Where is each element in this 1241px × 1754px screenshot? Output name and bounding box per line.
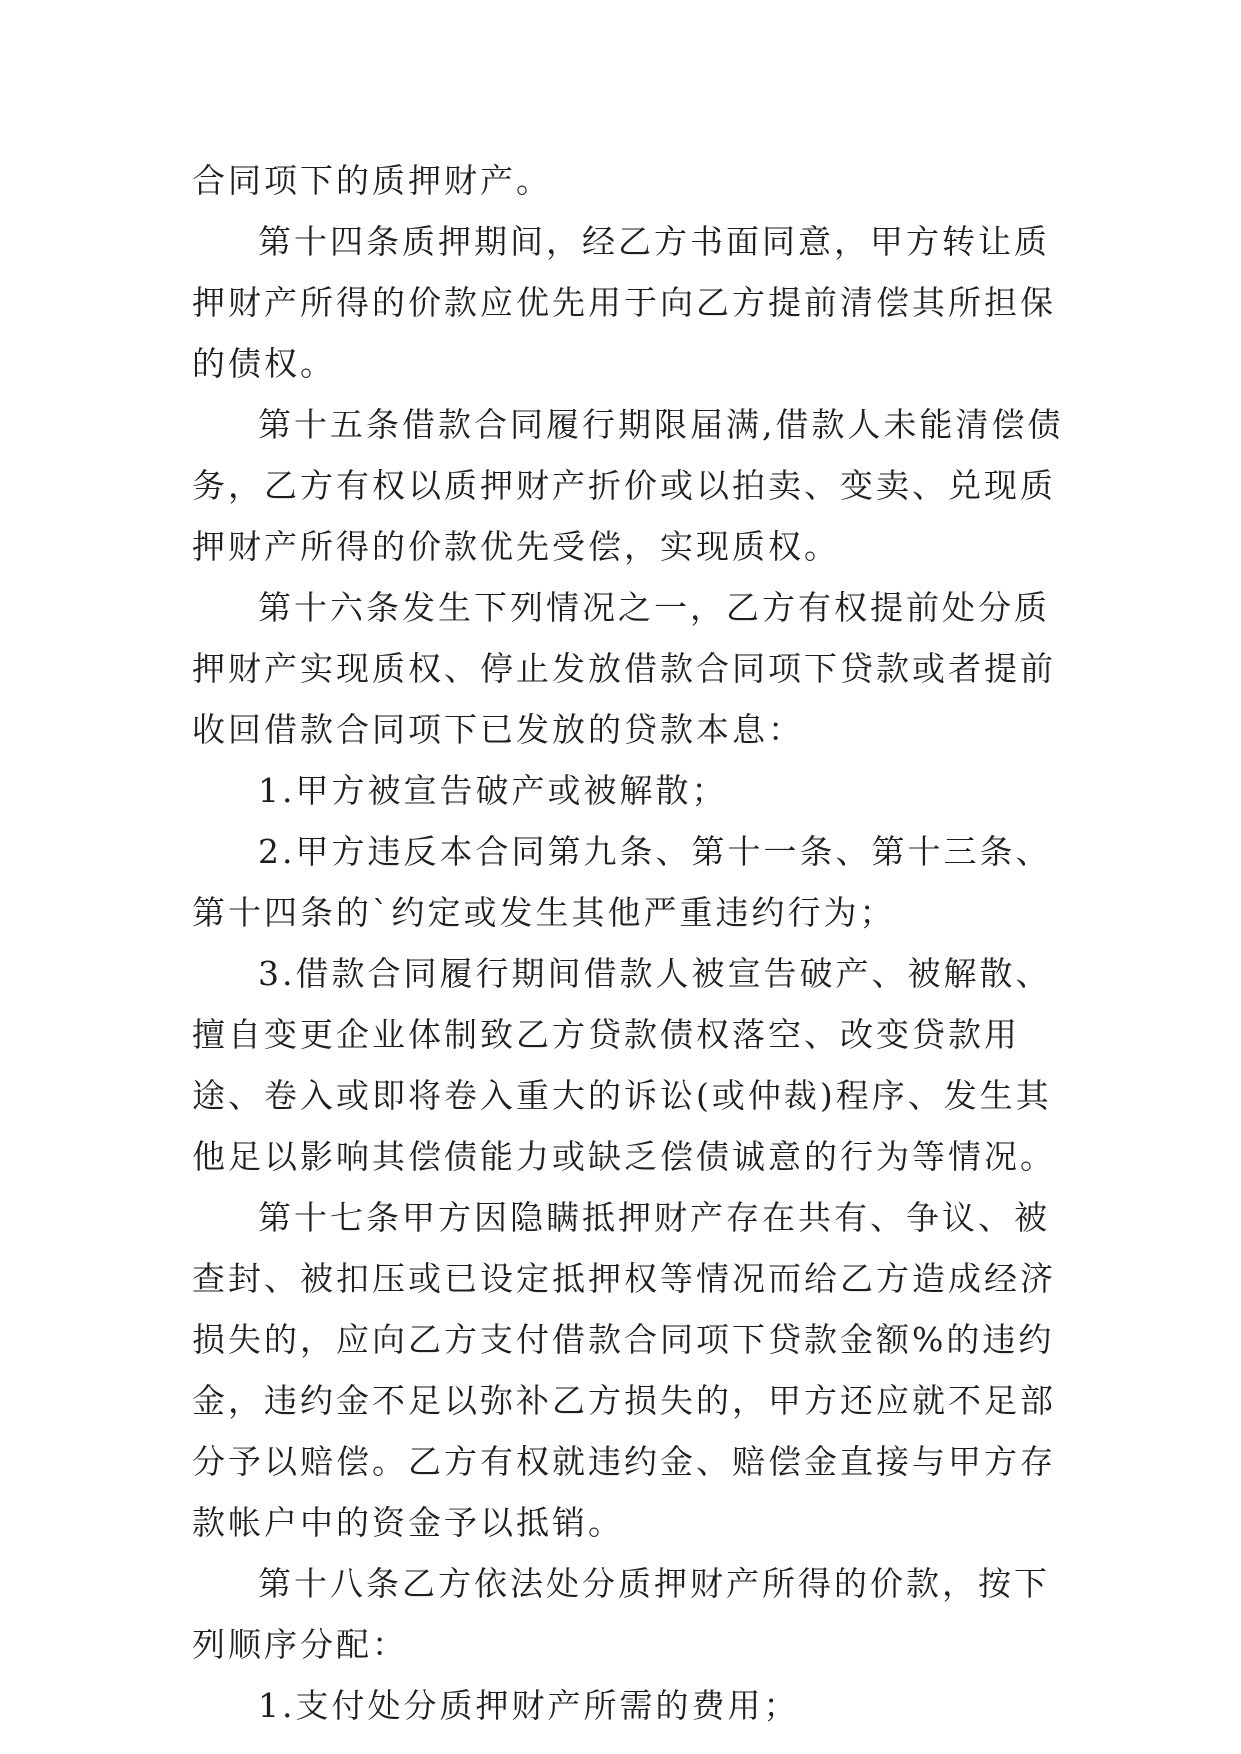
paragraph-article-16: 第十六条发生下列情况之一，乙方有权提前处分质押财产实现质权、停止发放借款合同项下贷款或者提前收回借款合同项下已发放的贷款本息： [192,588,1056,749]
paragraph-item-3: 3.借款合同履行期间借款人被宣告破产、被解散、擅自变更企业体制致乙方贷款债权落空、改变贷款用途、卷入或即将卷入重大的诉讼(或仲裁)程序、发生其他足以影响其偿债能力或缺乏偿债诚意的行为等情况。 [192,954,1056,1176]
paragraph-article-14: 第十四条质押期间，经乙方书面同意，甲方转让质押财产所得的价款应优先用于向乙方提前清偿其所担保的债权。 [192,222,1056,383]
paragraph-1: 合同项下的质押财产。 [192,161,552,200]
paragraph-item-2: 2.甲方违反本合同第九条、第十一条、第十三条、第十四条的`约定或发生其他严重违约行为； [192,832,1052,932]
paragraph-article-17: 第十七条甲方因隐瞒抵押财产存在共有、争议、被查封、被扣压或已设定抵押权等情况而给乙方造成经济损失的，应向乙方支付借款合同项下贷款金额%的违约金，违约金不足以弥补乙方损失的，甲方还应就不足部分予以赔偿。乙方有权就违约金、赔偿金直接与甲方存款帐户中的资金予以抵销。 [192,1198,1056,1542]
paragraph-item-1: 1.甲方被宣告破产或被解散； [258,771,728,810]
paragraph-article-15: 第十五条借款合同履行期限届满,借款人未能清偿债务，乙方有权以质押财产折价或以拍卖、变卖、兑现质押财产所得的价款优先受偿，实现质权。 [192,405,1064,566]
paragraph-article-18: 第十八条乙方依法处分质押财产所得的价款，按下列顺序分配： [192,1564,1050,1664]
document-body [192,150,1072,1736]
paragraph-item-1-expense: 1.支付处分质押财产所需的费用； [258,1686,800,1725]
